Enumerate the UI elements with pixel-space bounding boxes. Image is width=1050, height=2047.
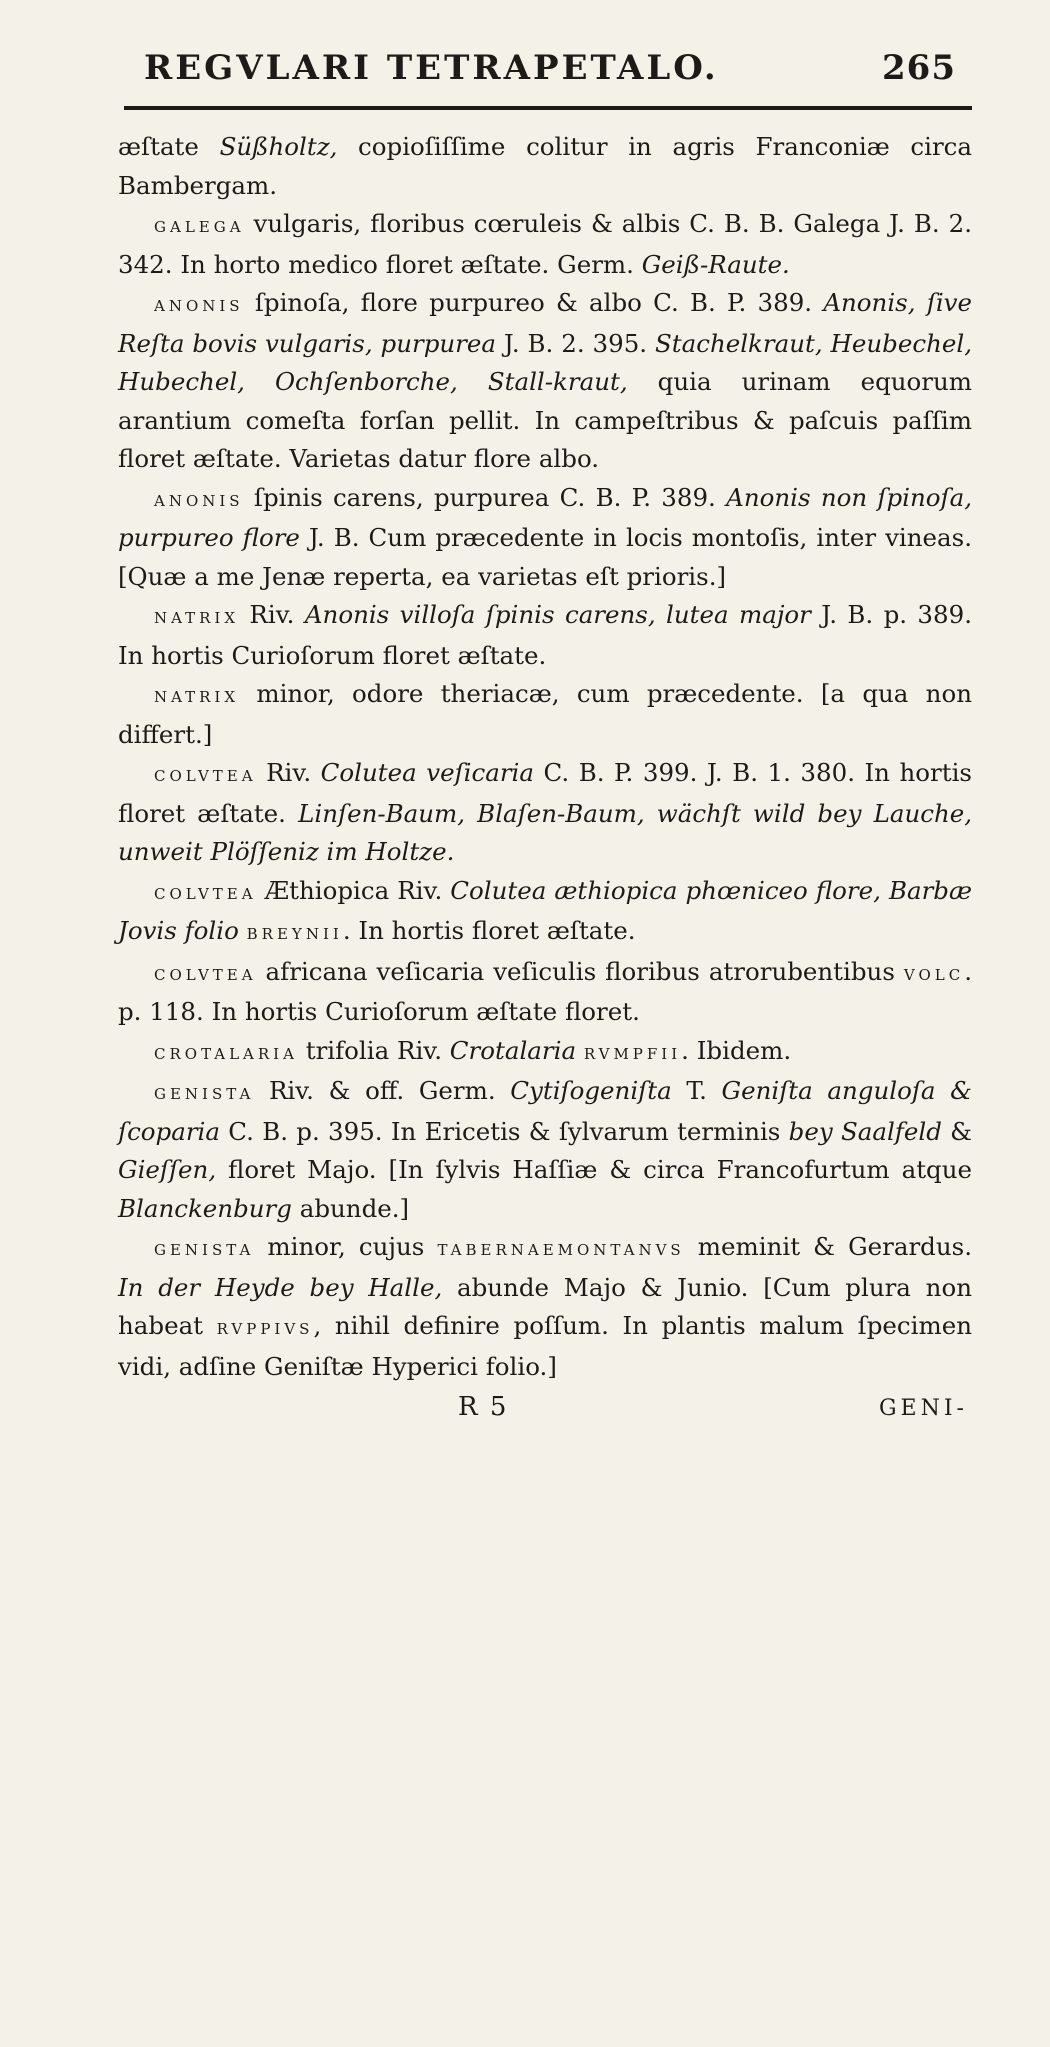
signature-mark: R 5: [458, 1392, 509, 1422]
entry-text: . In hortis floret æſtate.: [342, 916, 636, 945]
entry-text: abunde.]: [291, 1193, 410, 1223]
plant-entry: [118, 1072, 972, 1228]
catchword: GENI-: [878, 1396, 968, 1421]
italic-text: bey Saalfeld: [788, 1116, 942, 1146]
small-caps-name: genista: [154, 1236, 255, 1261]
small-caps-name: colvtea: [154, 762, 257, 787]
entry-text: J. B. 2. 395.: [496, 328, 655, 358]
italic-text: Colutea veſicaria: [320, 758, 534, 787]
italic-text: Stachelkraut, Heubechel, Hubechel, Ochſenborche, Stall-kraut,: [118, 328, 972, 396]
small-caps-name: natrix: [154, 604, 240, 629]
page-number: 265: [882, 48, 956, 88]
small-caps-name: colvtea: [154, 879, 257, 905]
entry-text: meminit & Gerardus.: [684, 1232, 972, 1261]
entry-text: [239, 916, 247, 945]
plant-entry: [118, 596, 972, 675]
page-body: [118, 128, 972, 1386]
italic-text: Süßholtz,: [219, 132, 338, 161]
small-caps-name: rvmpfii: [583, 1039, 682, 1065]
entry-text: . Ibidem.: [681, 1035, 792, 1065]
small-caps-name: breynii: [246, 920, 343, 945]
header-rule: [124, 106, 972, 110]
small-caps-name: anonis: [154, 292, 244, 317]
entry-text: copioſiſſime colitur in agris Franconiæ circa Bambergam.: [118, 132, 973, 200]
entry-text: æſtate: [118, 132, 220, 161]
entry-text: minor, cujus: [254, 1232, 438, 1261]
entry-text: C. B. P. 399. J. B. 1. 380. In hortis floret æſtate.: [118, 758, 972, 828]
small-caps-name: galega: [154, 213, 245, 238]
entry-text: africana veſicaria veſiculis floribus atrorubentibus: [256, 956, 904, 986]
entry-text: trifolia Riv.: [297, 1035, 450, 1065]
entry-text: J. B. Cum præcedente in locis montoſis, inter vineas. [Quæ a me Jenæ reperta, ea varietas eſt prioris.]: [118, 523, 973, 591]
small-caps-name: crotalaria: [154, 1039, 298, 1065]
entry-text: [576, 1036, 584, 1065]
entry-text: Riv.: [239, 600, 305, 629]
italic-text: Colutea æthiopica phœniceo flore, Barbæ Jovis folio: [118, 875, 973, 945]
small-caps-name: volc: [903, 960, 965, 986]
page-header: [118, 48, 972, 88]
plant-entry: [118, 754, 972, 872]
italic-text: Cytiſogeniſta: [510, 1076, 672, 1105]
italic-text: Blanckenburg: [118, 1193, 292, 1223]
page-footer: [118, 1392, 972, 1422]
entry-text: J. B. p. 389. In hortis Curioſorum floret æſtate.: [118, 600, 972, 670]
italic-text: Anonis villoſa ſpinis carens, lutea major: [304, 600, 811, 629]
entry-text: . p. 118. In hortis Curioſorum æſtate floret.: [118, 956, 972, 1026]
plant-entry: [118, 1228, 972, 1386]
entry-text: quia urinam equorum arantium comeſta forſan pellit. In campeſtribus & paſcuis paſſim floret æſtate. Varietas datur flore albo.: [118, 367, 972, 473]
italic-text: Geiß-Raute.: [641, 249, 790, 279]
small-caps-name: genista: [154, 1080, 255, 1105]
plant-entry: [118, 1032, 972, 1073]
entry-text: T.: [671, 1076, 722, 1105]
entry-text: abunde Majo & Junio. [Cum plura non habeat: [118, 1272, 972, 1340]
italic-text: In der Heyde bey Halle,: [118, 1272, 443, 1302]
entry-text: Æthiopica Riv.: [256, 875, 451, 905]
entry-text: minor, odore theriacæ, cum præcedente. [a qua non differt.]: [118, 679, 972, 749]
plant-entry: [118, 872, 972, 953]
entry-text: C. B. p. 395. In Ericetis & ſylvarum terminis: [219, 1116, 789, 1146]
small-caps-name: rvppivs: [216, 1315, 314, 1340]
plant-entry: [118, 479, 972, 597]
entry-text: floret Majo. [In ſylvis Haſſiæ & circa Francofurtum atque: [216, 1155, 972, 1184]
plant-entry: [118, 675, 972, 754]
small-caps-name: colvtea: [154, 960, 257, 986]
italic-text: Gieſſen,: [118, 1155, 217, 1184]
italic-text: Anonis, ſive Reſta bovis vulgaris, purpurea: [118, 288, 972, 358]
plant-entry: [118, 284, 972, 479]
entry-text: ſpinoſa, flore purpureo & albo C. B. P. 389.: [243, 288, 824, 317]
plant-entry: [118, 205, 972, 284]
plant-entry: [118, 953, 972, 1032]
italic-text: Geniſta anguloſa & ſcoparia: [118, 1076, 972, 1146]
entry-text: vulgaris, floribus cœruleis & albis C. B. B. Galega J. B. 2. 342. In horto medico floret æſtate. Germ.: [118, 209, 972, 279]
small-caps-name: natrix: [154, 683, 240, 708]
plant-entry: [118, 128, 972, 205]
entry-text: &: [941, 1116, 972, 1146]
italic-text: Linſen-Baum, Blaſen-Baum, wächſt wild bey Lauche, unweit Plöſſeniz im Holtze.: [118, 798, 973, 866]
entry-text: , nihil definire poſſum. In plantis malum ſpecimen vidi, adſine Geniſtæ Hyperici folio.]: [118, 1311, 972, 1381]
entry-text: Riv. & off. Germ.: [254, 1076, 511, 1105]
running-title: REGVLARI TETRAPETALO.: [144, 48, 719, 88]
entry-text: ſpinis carens, purpurea C. B. P. 389.: [243, 482, 727, 512]
small-caps-name: tabernaemontanvs: [437, 1236, 685, 1261]
italic-text: Crotalaria: [449, 1035, 577, 1065]
italic-text: Anonis non ſpinoſa, purpureo flore: [118, 482, 972, 552]
small-caps-name: anonis: [154, 486, 244, 512]
entry-text: Riv.: [256, 758, 321, 787]
